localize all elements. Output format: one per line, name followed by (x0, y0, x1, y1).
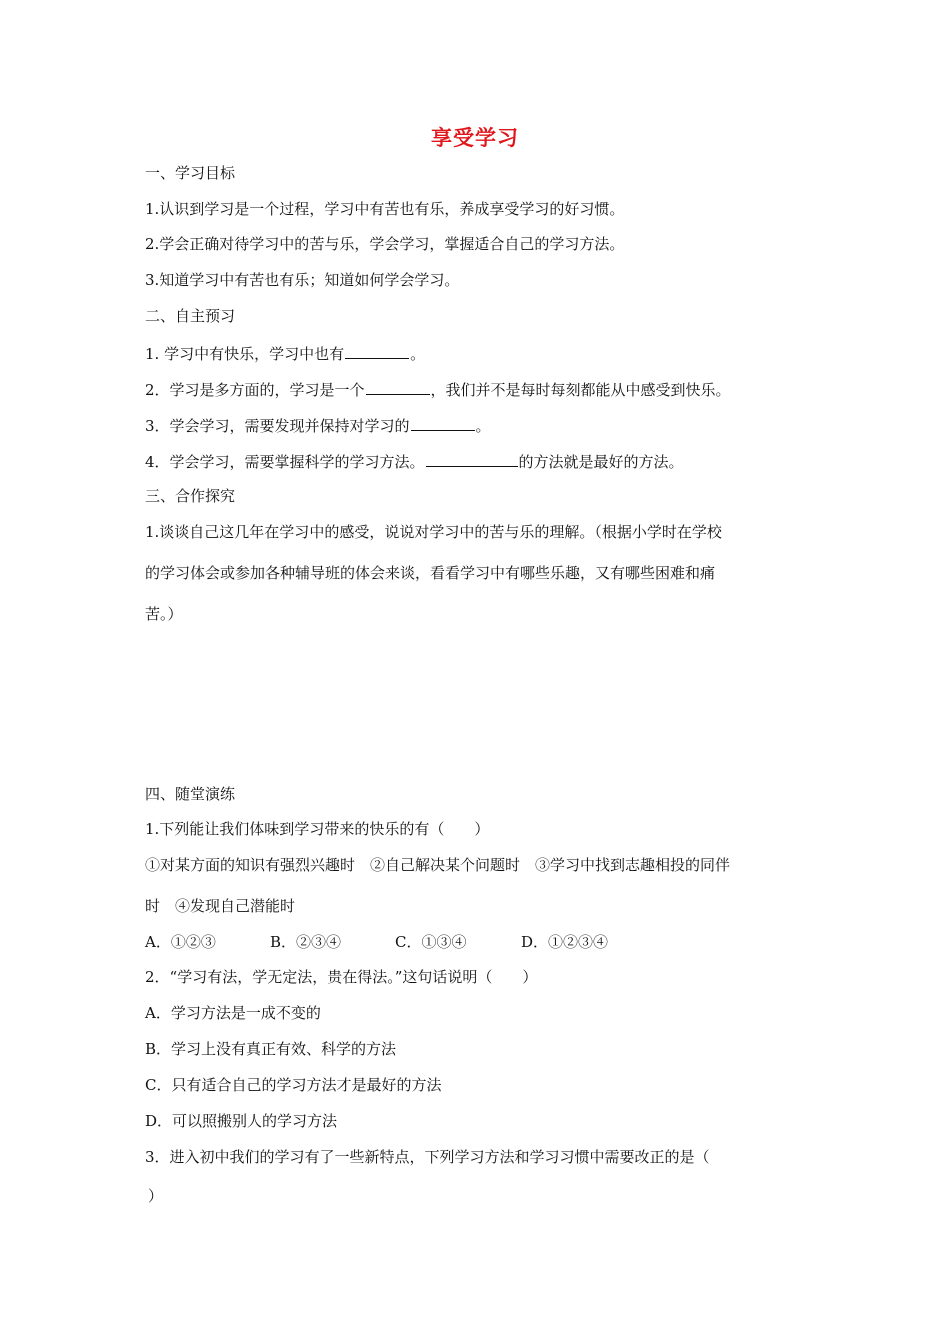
answer-option[interactable]: B．学习上没有真正有效、科学的方法 (145, 1040, 397, 1058)
practice-question-stem: 2．“学习有法，学无定法，贵在得法。”这句话说明（ ） (145, 968, 538, 986)
preview-question (145, 414, 810, 436)
answer-option[interactable]: A．学习方法是一成不变的 (145, 1004, 321, 1022)
explore-text: 1.谈谈自己这几年在学习中的感受，说说对学习中的苦与乐的理解。（根据小学时在学校 (145, 523, 722, 541)
practice-question-stem: 1.下列能让我们体味到学习带来的快乐的有（ ） (145, 820, 490, 838)
question-text: 的方法就是最好的方法。 (518, 453, 684, 471)
section-heading-preview: 二、自主预习 (145, 307, 236, 325)
preview-question (145, 342, 810, 364)
goal-item: 3.知道学习中有苦也有乐；知道如何学会学习。 (145, 271, 460, 289)
practice-question-text: 时 ④发现自己潜能时 (145, 897, 296, 915)
section-heading-explore: 三、合作探究 (145, 487, 236, 505)
question-text: 。 (410, 345, 426, 363)
answer-option[interactable]: D．①②③④ (521, 933, 609, 951)
fill-blank[interactable] (426, 450, 518, 467)
preview-question (145, 378, 810, 400)
question-text: 4．学会学习，需要掌握科学的学习方法。 (145, 453, 425, 471)
answer-option[interactable]: C．只有适合自己的学习方法才是最好的方法 (145, 1076, 442, 1094)
answer-option[interactable]: D．可以照搬别人的学习方法 (145, 1112, 338, 1130)
goal-item: 1.认识到学习是一个过程，学习中有苦也有乐，养成享受学习的好习惯。 (145, 200, 625, 218)
practice-question-text: ①对某方面的知识有强烈兴趣时 ②自己解决某个问题时 ③学习中找到志趣相投的同伴 (145, 856, 731, 874)
explore-text: 的学习体会或参加各种辅导班的体会来谈，看看学习中有哪些乐趣，又有哪些困难和痛 (145, 564, 716, 582)
section-heading-goals: 一、学习目标 (145, 164, 236, 182)
practice-question-stem: 3．进入初中我们的学习有了一些新特点，下列学习方法和学习习惯中需要改正的是（ (145, 1148, 710, 1166)
preview-question (145, 450, 810, 472)
question-text: ，我们并不是每时每刻都能从中感受到快乐。 (430, 381, 731, 399)
fill-blank[interactable] (345, 342, 409, 359)
answer-option[interactable]: A．①②③ (145, 933, 216, 951)
question-text: 。 (475, 417, 491, 435)
goal-item: 2.学会正确对待学习中的苦与乐，学会学习，掌握适合自己的学习方法。 (145, 235, 625, 253)
question-text: 1. 学习中有快乐，学习中也有 (145, 345, 345, 363)
fill-blank[interactable] (366, 378, 430, 395)
question-text: 2．学习是多方面的，学习是一个 (145, 381, 365, 399)
fill-blank[interactable] (411, 414, 475, 431)
practice-question-stem: ） (148, 1187, 164, 1205)
answer-option[interactable]: C．①③④ (395, 933, 467, 951)
question-text: 3．学会学习，需要发现并保持对学习的 (145, 417, 410, 435)
explore-text: 苦。） (145, 605, 183, 623)
answer-options (145, 932, 810, 952)
page-title: 享受学习 (431, 126, 519, 150)
section-heading-practice: 四、随堂演练 (145, 785, 236, 803)
answer-option[interactable]: B．②③④ (270, 933, 342, 951)
